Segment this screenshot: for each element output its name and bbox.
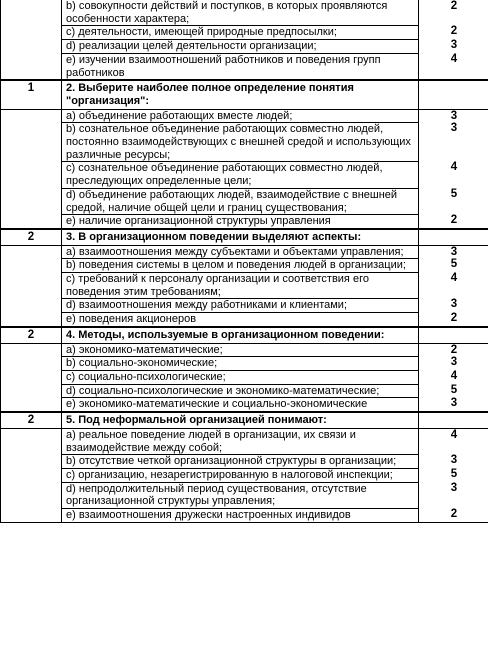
answer-option: e) наличие организационной структуры управления [62, 214, 418, 228]
options-points-cell [1, 245, 62, 327]
options-points-cell [1, 428, 62, 522]
options-cell [62, 428, 419, 522]
question-points: 2 [1, 412, 62, 428]
question-points: 2 [1, 327, 62, 343]
answer-option: d) взаимоотношения между работниками и клиентами; [62, 298, 418, 312]
answer-option: e) поведения акционеров [62, 312, 418, 326]
answer-option: a) экономико-математические; [66, 343, 223, 356]
question-score-cell [419, 229, 488, 245]
answer-score: 4 [450, 161, 458, 174]
options-cell [62, 0, 419, 80]
question-row [1, 327, 488, 343]
answer-score: 4 [450, 428, 458, 441]
scores-cell [419, 343, 488, 412]
question-text: 3. В организационном поведении выделяют аспекты: [62, 229, 419, 245]
question-points: 1 [1, 80, 62, 109]
scores-cell [419, 0, 488, 80]
answer-score: 3 [450, 397, 458, 410]
answer-score: 5 [450, 187, 458, 200]
answer-score: 2 [450, 25, 458, 38]
answer-option: c) организацию, незарегистрированную в налоговой инспекции; [62, 468, 418, 482]
answer-option: e) экономико-математические и социально-экономические [62, 397, 418, 411]
answer-score: 5 [450, 383, 458, 396]
options-cell [62, 109, 419, 229]
question-text: 5. Под неформальной организацией понимают: [62, 412, 419, 428]
answer-score: 4 [450, 272, 458, 285]
question-row [1, 80, 488, 109]
answer-option: d) социально-психологические и экономико-математические; [62, 384, 418, 398]
answer-option: a) объединение работающих вместе людей; [66, 109, 293, 122]
question-row [1, 412, 488, 428]
answer-score: 3 [450, 356, 458, 369]
answer-score: 2 [450, 343, 458, 356]
question-text: 2. Выберите наиболее полное определение понятия "организация": [62, 80, 419, 109]
answer-option: c) требований к персоналу организации и соответствия его поведения этим требованиям; [62, 272, 418, 298]
answer-option: c) сознательное объединение работающих совместно людей, преследующих определенные цели; [62, 161, 418, 187]
answer-score: 3 [450, 109, 458, 122]
answer-option: e) изучении взаимоотношений работников и поведения групп работников [62, 53, 418, 79]
scores-cell [419, 109, 488, 229]
answer-score: 3 [450, 298, 458, 311]
scores-cell [419, 428, 488, 522]
answer-score: 2 [450, 214, 458, 227]
question-row [1, 229, 488, 245]
answer-option: a) реальное поведение людей в организации, их связи и взаимодействие между собой; [66, 428, 356, 454]
answer-option: c) деятельности, имеющей природные предпосылки; [62, 25, 418, 39]
answer-option: e) взаимоотношения дружески настроенных индивидов [62, 508, 418, 522]
options-points-cell [1, 0, 62, 80]
options-row [1, 245, 488, 327]
answer-score: 3 [450, 245, 458, 258]
question-score-cell [419, 412, 488, 428]
answer-option: d) непродолжительный период существования, отсутствие организационной структуры управления; [62, 482, 418, 508]
answer-score: 5 [450, 258, 458, 271]
answer-option: b) отсутствие четкой организационной структуры в организации; [62, 454, 418, 468]
answer-score: 2 [450, 0, 458, 12]
options-row [1, 428, 488, 522]
question-score-cell [419, 327, 488, 343]
question-score-cell [419, 80, 488, 109]
answer-option: b) совокупности действий и поступков, в которых проявляются особенности характера; [66, 0, 388, 25]
answer-score: 4 [450, 369, 458, 382]
answer-option: c) социально-психологические; [62, 370, 418, 384]
options-points-cell [1, 109, 62, 229]
answer-score: 3 [450, 122, 458, 135]
question-points: 2 [1, 229, 62, 245]
scores-cell [419, 245, 488, 327]
options-cell [62, 245, 419, 327]
answer-option: b) поведения системы в целом и поведения людей в организации; [62, 258, 418, 272]
answer-score: 3 [450, 481, 458, 494]
answer-option: b) сознательное объединение работающих совместно людей, постоянно взаимодействующих с внешней средой и использующих различные ресурсы; [62, 122, 418, 161]
answer-score: 3 [450, 454, 458, 467]
answer-option: d) реализации целей деятельности организации; [62, 39, 418, 53]
answer-score: 5 [450, 467, 458, 480]
answer-score: 3 [450, 39, 458, 52]
options-points-cell [1, 343, 62, 412]
answer-score: 2 [450, 508, 458, 521]
options-row [1, 109, 488, 229]
answer-option: d) объединение работающих людей, взаимодействие с внешней средой, наличие общей цели и границ существования; [62, 188, 418, 214]
options-row [1, 0, 488, 80]
answer-option: b) социально-экономические; [62, 356, 418, 370]
answer-option: a) взаимоотношения между субъектами и объектами управления; [66, 245, 404, 258]
answer-score: 4 [450, 52, 458, 65]
options-cell [62, 343, 419, 412]
question-text: 4. Методы, используемые в организационном поведении: [62, 327, 419, 343]
answer-score: 2 [450, 312, 458, 325]
options-row [1, 343, 488, 412]
